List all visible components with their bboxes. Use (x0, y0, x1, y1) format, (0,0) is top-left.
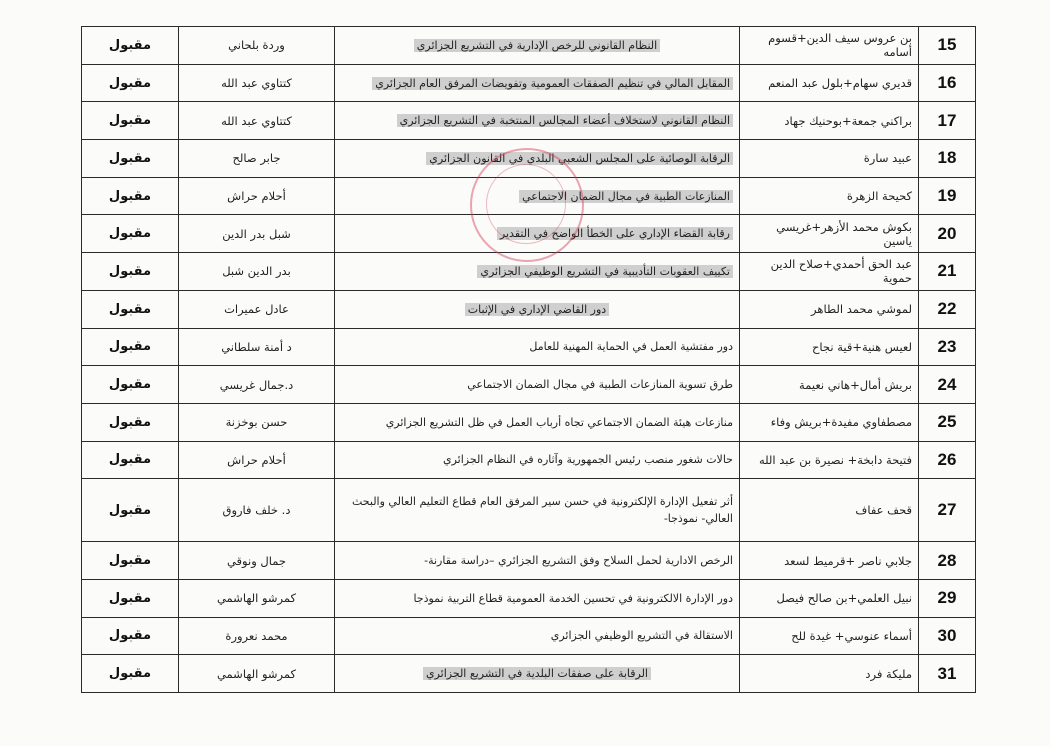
row-number: 15 (937, 35, 957, 55)
highlighted-title: الرقابة الوصائية على المجلس الشعبي البلدي في القانون الجزائري (426, 152, 733, 165)
student-names: براكني جمعة+بوحنيك جهاد (784, 113, 912, 128)
supervisor-name-cell (179, 441, 335, 479)
highlighted-title: النظام القانوني لاستخلاف أعضاء المجالس المنتخبة في التشريع الجزائري (397, 114, 733, 127)
supervisor-name: د.جمال غريسي (219, 377, 294, 392)
supervisor-name-cell (179, 140, 335, 178)
status-label-cell (82, 290, 179, 328)
status-label: مقبول (108, 502, 152, 518)
supervisor-name-cell (179, 579, 335, 617)
supervisor-name: أحلام حراش (227, 189, 286, 204)
row-number-cell (919, 441, 976, 479)
student-names: كحيحة الزهرة (846, 189, 912, 204)
supervisor-name-cell (179, 617, 335, 655)
student-names-cell (740, 102, 919, 140)
row-number: 28 (937, 550, 957, 570)
status-label-cell (82, 479, 179, 542)
student-names: جلابي ناصر +قرميط لسعد (784, 553, 912, 568)
supervisor-name-cell (179, 253, 335, 291)
thesis-title-cell (335, 290, 740, 328)
student-names: مليكة فرد (865, 666, 912, 681)
row-number-cell (919, 579, 976, 617)
theses-table-body (82, 27, 976, 693)
thesis-title-cell (335, 64, 740, 102)
supervisor-name: كمرشو الهاشمي (216, 666, 297, 681)
thesis-title (341, 665, 733, 682)
supervisor-name: بدر الدين شبل (222, 264, 291, 279)
supervisor-name-cell (179, 655, 335, 693)
row-number-cell (919, 102, 976, 140)
status-label: مقبول (108, 339, 152, 355)
supervisor-name: عادل عميرات (224, 302, 289, 317)
supervisor-name: محمد نعرورة (225, 628, 288, 643)
theses-table (81, 26, 976, 693)
thesis-title (341, 225, 733, 242)
row-number-cell (919, 542, 976, 580)
row-number-cell (919, 177, 976, 215)
table-row (82, 215, 976, 253)
row-number-cell (919, 617, 976, 655)
row-number-cell (919, 253, 976, 291)
row-number-cell (919, 64, 976, 102)
student-names: أسماء عنوسي+ غيدة للح (791, 628, 912, 643)
status-label-cell (82, 253, 179, 291)
student-names: بريش أمال+هاني نعيمة (799, 377, 912, 392)
thesis-title: منازعات هيئة الضمان الاجتماعي تجاه أرباب العمل في ظل التشريع الجزائري (385, 415, 733, 429)
row-number: 22 (937, 299, 957, 319)
supervisor-name-cell (179, 366, 335, 404)
supervisor-name: أحلام حراش (227, 452, 286, 467)
student-names: لعيس هنية+قية نجاح (812, 339, 912, 354)
supervisor-name-cell (179, 328, 335, 366)
student-names-cell (740, 441, 919, 479)
table-row (82, 403, 976, 441)
status-label-cell (82, 177, 179, 215)
row-number: 23 (937, 336, 957, 356)
thesis-title-cell (335, 479, 740, 542)
thesis-title-cell (335, 579, 740, 617)
row-number-cell (919, 403, 976, 441)
supervisor-name: كتتاوي عبد الله (221, 113, 292, 128)
row-number: 21 (937, 261, 957, 281)
student-names-cell (740, 140, 919, 178)
student-names-cell (740, 655, 919, 693)
table-row (82, 253, 976, 291)
row-number-cell (919, 215, 976, 253)
table-row (82, 579, 976, 617)
row-number-cell (919, 655, 976, 693)
student-names-cell (740, 215, 919, 253)
student-names-cell (740, 328, 919, 366)
student-names: بن عروس سيف الدين+قسوم أسامه (768, 31, 912, 60)
student-names-cell (740, 403, 919, 441)
thesis-title: أثر تفعيل الإدارة الإلكترونية في حسن سير المرفق العام قطاع التعليم العالي والبحث العالي- نموذجا- (351, 495, 733, 526)
thesis-title (341, 263, 733, 280)
student-names-cell (740, 290, 919, 328)
supervisor-name: حسن بوخزنة (225, 415, 288, 430)
supervisor-name: د أمنة سلطاني (221, 339, 292, 354)
status-label-cell (82, 140, 179, 178)
row-number: 17 (937, 110, 957, 130)
student-names-cell (740, 617, 919, 655)
supervisor-name: د. خلف فاروق (222, 503, 291, 518)
row-number: 25 (937, 412, 957, 432)
row-number: 30 (937, 625, 957, 645)
student-names: قحف عفاف (855, 503, 912, 518)
student-names-cell (740, 253, 919, 291)
thesis-title-cell (335, 366, 740, 404)
thesis-title (341, 188, 733, 205)
supervisor-name-cell (179, 403, 335, 441)
thesis-title (341, 301, 733, 318)
status-label: مقبول (108, 188, 152, 204)
row-number-cell (919, 140, 976, 178)
table-row (82, 441, 976, 479)
row-number-cell (919, 479, 976, 542)
student-names-cell (740, 579, 919, 617)
supervisor-name-cell (179, 542, 335, 580)
status-label: مقبول (108, 377, 152, 393)
student-names-cell (740, 479, 919, 542)
thesis-title-cell (335, 542, 740, 580)
status-label: مقبول (108, 553, 152, 569)
supervisor-name-cell (179, 27, 335, 65)
status-label-cell (82, 403, 179, 441)
supervisor-name-cell (179, 290, 335, 328)
table-row (82, 177, 976, 215)
supervisor-name: جابر صالح (232, 151, 281, 166)
supervisor-name-cell (179, 177, 335, 215)
student-names-cell (740, 542, 919, 580)
supervisor-name-cell (179, 215, 335, 253)
thesis-title: حالات شغور منصب رئيس الجمهورية وآثاره في النظام الجزائري (442, 453, 733, 467)
student-names: فتيحة دابخة+ نصيرة بن عبد الله (758, 452, 912, 467)
highlighted-title: النظام القانوني للرخص الإدارية في التشريع الجزائري (414, 39, 660, 52)
thesis-title: الاستقالة في التشريع الوظيفي الجزائري (550, 629, 733, 643)
thesis-title-cell (335, 27, 740, 65)
highlighted-title: المنازعات الطبية في مجال الضمان الاجتماعي (519, 190, 733, 203)
thesis-title: الرخص الادارية لحمل السلاح وفق التشريع الجزائري –دراسة مقارنة- (424, 554, 733, 568)
status-label-cell (82, 542, 179, 580)
thesis-title (341, 37, 733, 54)
row-number: 29 (937, 588, 957, 608)
thesis-title-cell (335, 253, 740, 291)
row-number: 31 (937, 663, 957, 683)
status-label: مقبول (108, 263, 152, 279)
row-number-cell (919, 27, 976, 65)
student-names: مصطفاوي مفيدة+بريش وفاء (770, 415, 912, 430)
status-label-cell (82, 64, 179, 102)
status-label: مقبول (108, 150, 152, 166)
status-label-cell (82, 215, 179, 253)
student-names-cell (740, 27, 919, 65)
row-number: 18 (937, 148, 957, 168)
highlighted-title: دور القاضي الإداري في الإثبات (465, 303, 609, 316)
status-label-cell (82, 617, 179, 655)
status-label: مقبول (108, 301, 152, 317)
thesis-title-cell (335, 140, 740, 178)
thesis-title-cell (335, 441, 740, 479)
highlighted-title: تكييف العقوبات التأديبية في التشريع الوظيفي الجزائري (477, 265, 733, 278)
row-number: 19 (937, 186, 957, 206)
status-label-cell (82, 579, 179, 617)
status-label: مقبول (108, 666, 152, 682)
row-number: 24 (937, 374, 957, 394)
table-row (82, 64, 976, 102)
row-number-cell (919, 290, 976, 328)
thesis-title: طرق تسوية المنازعات الطبية في مجال الضمان الاجتماعي (467, 378, 733, 392)
supervisor-name: شبل بدر الدين (222, 226, 291, 241)
status-label-cell (82, 27, 179, 65)
highlighted-title: الرقابة على صفقات البلدية في التشريع الجزائري (423, 667, 651, 680)
thesis-title (341, 150, 733, 167)
student-names-cell (740, 366, 919, 404)
student-names: عبيد سارة (863, 151, 912, 166)
thesis-title-cell (335, 617, 740, 655)
status-label: مقبول (108, 113, 152, 129)
thesis-title-cell (335, 215, 740, 253)
row-number: 20 (937, 223, 957, 243)
thesis-title-cell (335, 328, 740, 366)
row-number: 16 (937, 73, 957, 93)
status-label: مقبول (108, 590, 152, 606)
highlighted-title: رقابة القضاء الإداري على الخطأ الواضح في التقدير (497, 227, 733, 240)
status-label-cell (82, 366, 179, 404)
status-label-cell (82, 328, 179, 366)
table-row (82, 27, 976, 65)
status-label: مقبول (108, 452, 152, 468)
status-label: مقبول (108, 414, 152, 430)
status-label: مقبول (108, 628, 152, 644)
student-names: نبيل العلمي+بن صالح فيصل (776, 591, 912, 606)
supervisor-name-cell (179, 64, 335, 102)
row-number: 26 (937, 449, 957, 469)
student-names: لموشي محمد الطاهر (811, 302, 912, 317)
table-row (82, 655, 976, 693)
thesis-title-cell (335, 102, 740, 140)
row-number: 27 (937, 500, 957, 520)
thesis-title (341, 75, 733, 92)
thesis-title (341, 112, 733, 129)
thesis-title-cell (335, 403, 740, 441)
supervisor-name-cell (179, 479, 335, 542)
table-row (82, 366, 976, 404)
supervisor-name: وردة بلحاني (228, 38, 285, 53)
thesis-title: دور مفتشية العمل في الحماية المهنية للعامل (529, 340, 733, 354)
status-label-cell (82, 441, 179, 479)
student-names: بكوش محمد الأزهر+غريسي ياسين (776, 219, 912, 248)
table-row (82, 617, 976, 655)
thesis-title-cell (335, 655, 740, 693)
supervisor-name: كتتاوي عبد الله (221, 76, 292, 91)
supervisor-name-cell (179, 102, 335, 140)
student-names: قديري سهام+بلول عبد المنعم (768, 76, 912, 91)
table-row (82, 542, 976, 580)
row-number-cell (919, 328, 976, 366)
highlighted-title: المقابل المالي في تنظيم الصفقات العمومية وتفويضات المرفق العام الجزائري (372, 77, 733, 90)
table-row (82, 479, 976, 542)
student-names-cell (740, 64, 919, 102)
thesis-title: دور الإدارة الالكترونية في تحسين الخدمة العمومية قطاع التربية نموذجا (413, 591, 733, 605)
supervisor-name: جمال ونوقي (226, 553, 287, 568)
table-row (82, 140, 976, 178)
student-names-cell (740, 177, 919, 215)
table-row (82, 328, 976, 366)
supervisor-name: كمرشو الهاشمي (216, 591, 297, 606)
table-row (82, 290, 976, 328)
status-label-cell (82, 655, 179, 693)
row-number-cell (919, 366, 976, 404)
status-label: مقبول (108, 226, 152, 242)
status-label: مقبول (108, 37, 152, 53)
student-names: عبد الحق أحمدي+صلاح الدين حموية (770, 257, 912, 286)
table-row (82, 102, 976, 140)
thesis-title-cell (335, 177, 740, 215)
status-label: مقبول (108, 75, 152, 91)
status-label-cell (82, 102, 179, 140)
